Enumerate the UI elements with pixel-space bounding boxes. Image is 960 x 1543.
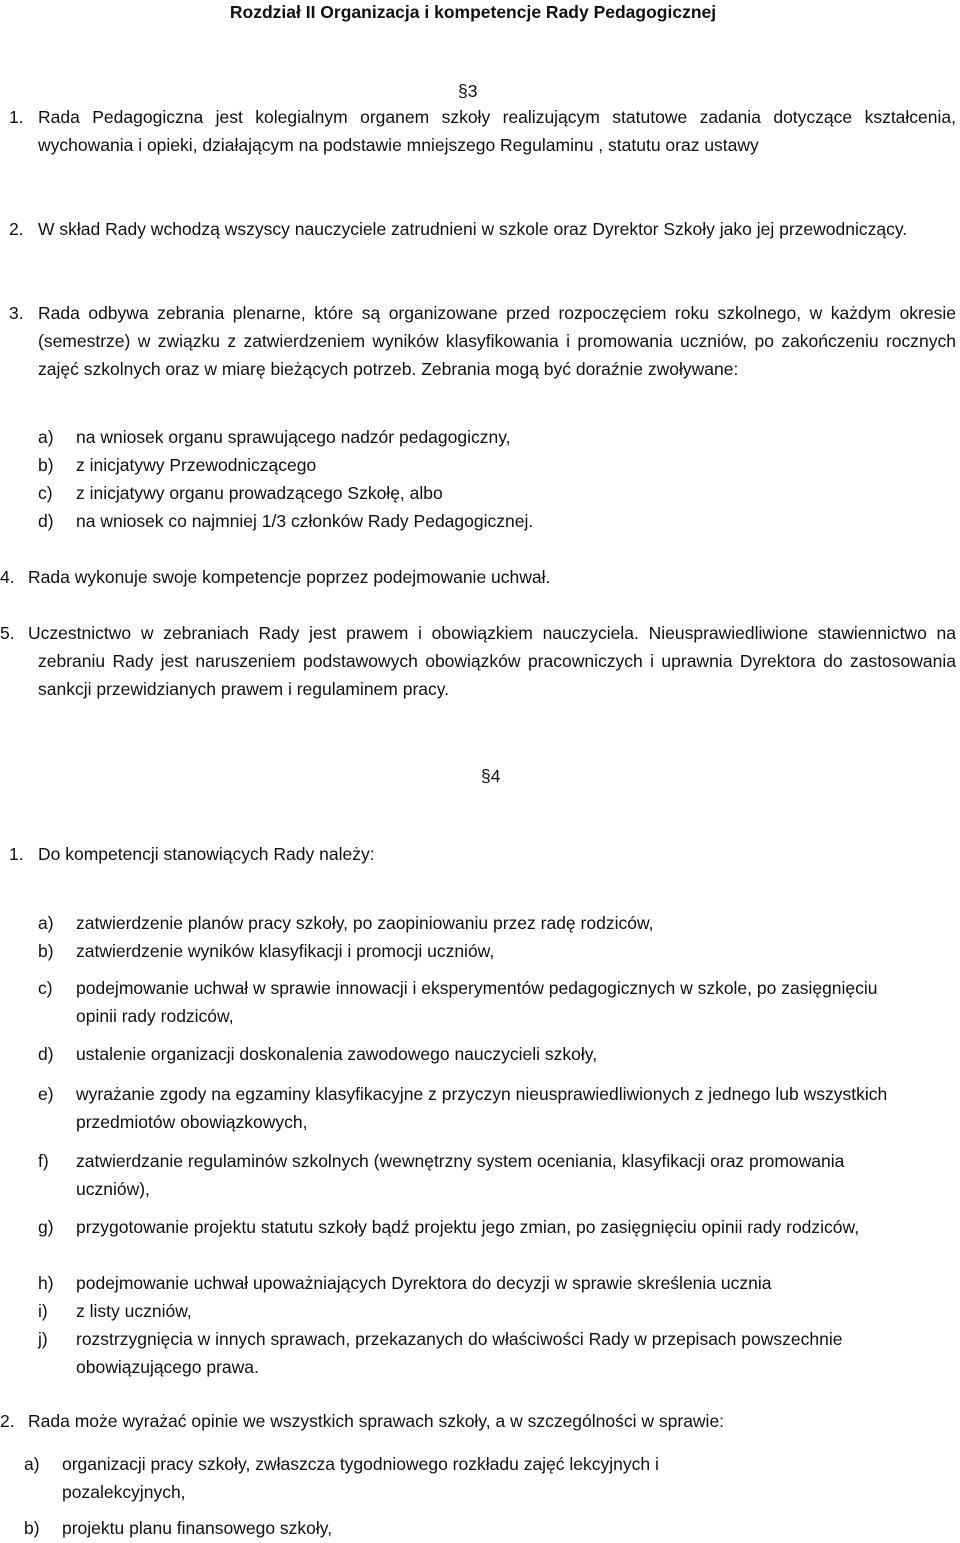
list-item-label: c) [38, 978, 53, 998]
s3-paragraph-3 [9, 300, 956, 383]
list-item-label: c) [38, 483, 53, 503]
list-item-label: i) [38, 1301, 48, 1321]
paragraph-number: 1. [9, 107, 24, 127]
paragraph-text: W skład Rady wchodzą wszyscy nauczyciele zatrudnieni w szkole oraz Dyrektor Szkoły jako jej przewodniczący. [38, 219, 908, 239]
s4-list-item [38, 1148, 922, 1204]
paragraph-text: Rada może wyrażać opinie we wszystkich sprawach szkoły, a w szczególności w sprawie: [28, 1411, 725, 1431]
list-item-text: rozstrzygnięcia w innych sprawach, przekazanych do właściwości Rady w przepisach powszechnie obowiązującego prawa. [76, 1329, 843, 1377]
list-item-text: na wniosek co najmniej 1/3 członków Rady Pedagogicznej. [76, 511, 534, 531]
list-item-text: podejmowanie uchwał upoważniających Dyrektora do decyzji w sprawie skreślenia ucznia [76, 1273, 772, 1293]
paragraph-number: 1. [9, 844, 24, 864]
list-item-text: na wniosek organu sprawującego nadzór pedagogiczny, [76, 427, 511, 447]
s3-list-item [38, 452, 922, 480]
s4-list-item [38, 1326, 922, 1382]
s4-list-item [38, 1214, 922, 1242]
s4-list-item [38, 1081, 922, 1137]
list-item-label: d) [38, 511, 54, 531]
paragraph-number: 5. [0, 623, 15, 643]
chapter-heading: Rozdział II Organizacja i kompetencje Rady Pedagogicznej [229, 2, 717, 22]
list-item-text: z listy uczniów, [76, 1301, 192, 1321]
paragraph-number: 4. [0, 567, 15, 587]
s4-list-item [38, 1298, 922, 1326]
s3-paragraph-5 [0, 620, 956, 703]
list-item-label: a) [38, 427, 54, 447]
s3-list-item [38, 424, 922, 452]
paragraph-text: Rada Pedagogiczna jest kolegialnym organem szkoły realizującym statutowe zadania dotyczące kształcenia, wychowania i opieki, działającym na podstawie mniejszego Regulaminu , statutu oraz ustawy [38, 107, 956, 155]
list-item-label: b) [38, 455, 54, 475]
s4-list-item [38, 975, 922, 1031]
list-item-label: b) [24, 1518, 40, 1538]
paragraph-text: Rada odbywa zebrania plenarne, które są organizowane przed rozpoczęciem roku szkolnego, w każdym okresie (semestrze) w związku z zatwierdzeniem wyników klasyfikowania i promowania uczniów, po zakończeniu rocznych zajęć szkolnych oraz w miarę bieżących potrzeb. Zebrania mogą być doraźnie zwoływane: [38, 303, 956, 379]
list-item-text: z inicjatywy organu prowadzącego Szkołę, albo [76, 483, 443, 503]
s4-p2-list-item [24, 1451, 780, 1507]
paragraph-text: Do kompetencji stanowiących Rady należy: [38, 844, 375, 864]
s4-paragraph-1 [9, 841, 956, 869]
list-item-label: a) [38, 913, 54, 933]
list-item-text: projektu planu finansowego szkoły, [62, 1518, 333, 1538]
section-4-mark: §4 [481, 766, 501, 786]
s3-paragraph-1 [9, 104, 956, 160]
list-item-label: j) [38, 1329, 48, 1349]
list-item-text: zatwierdzanie regulaminów szkolnych (wewnętrzny system oceniania, klasyfikacji oraz promowania uczniów), [76, 1151, 845, 1199]
section-3-mark: §3 [458, 81, 478, 101]
list-item-text: podejmowanie uchwał w sprawie innowacji i eksperymentów pedagogicznych w szkole, po zasięgnięciu opinii rady rodziców, [76, 978, 878, 1026]
list-item-label: e) [38, 1084, 54, 1104]
list-item-label: h) [38, 1273, 54, 1293]
s4-p2-list-item [24, 1515, 922, 1543]
s3-paragraph-2 [9, 216, 956, 244]
s3-list-item [38, 508, 922, 536]
list-item-text: ustalenie organizacji doskonalenia zawodowego nauczycieli szkoły, [76, 1044, 598, 1064]
s4-list-item [38, 1041, 922, 1069]
list-item-label: a) [24, 1454, 40, 1474]
paragraph-number: 3. [9, 303, 24, 323]
list-item-text: organizacji pracy szkoły, zwłaszcza tygodniowego rozkładu zajęć lekcyjnych i pozalekcyjnych, [62, 1454, 659, 1502]
paragraph-number: 2. [9, 219, 24, 239]
s4-list-item [38, 910, 922, 938]
list-item-text: zatwierdzenie planów pracy szkoły, po zaopiniowaniu przez radę rodziców, [76, 913, 654, 933]
paragraph-text: Uczestnictwo w zebraniach Rady jest prawem i obowiązkiem nauczyciela. Nieusprawiedliwione stawiennictwo na zebraniu Rady jest naruszeniem podstawowych obowiązków pracowniczych i uprawnia Dyrektora do zastosowania sankcji przewidzianych prawem i regulaminem pracy. [28, 623, 956, 699]
paragraph-number: 2. [0, 1411, 15, 1431]
list-item-label: d) [38, 1044, 54, 1064]
s4-paragraph-2 [0, 1408, 956, 1436]
s4-list-item [38, 1270, 922, 1298]
list-item-label: b) [38, 941, 54, 961]
list-item-text: zatwierdzenie wyników klasyfikacji i promocji uczniów, [76, 941, 495, 961]
s3-list-item [38, 480, 922, 508]
paragraph-text: Rada wykonuje swoje kompetencje poprzez podejmowanie uchwał. [28, 567, 551, 587]
list-item-label: f) [38, 1151, 49, 1171]
list-item-text: wyrażanie zgody na egzaminy klasyfikacyjne z przyczyn nieusprawiedliwionych z jednego lub wszystkich przedmiotów obowiązkowych, [76, 1084, 888, 1132]
list-item-text: przygotowanie projektu statutu szkoły bądź projektu jego zmian, po zasięgnięciu opinii rady rodziców, [76, 1217, 860, 1237]
s3-paragraph-4 [0, 564, 956, 592]
list-item-label: g) [38, 1217, 54, 1237]
list-item-text: z inicjatywy Przewodniczącego [76, 455, 317, 475]
s4-list-item [38, 938, 922, 966]
